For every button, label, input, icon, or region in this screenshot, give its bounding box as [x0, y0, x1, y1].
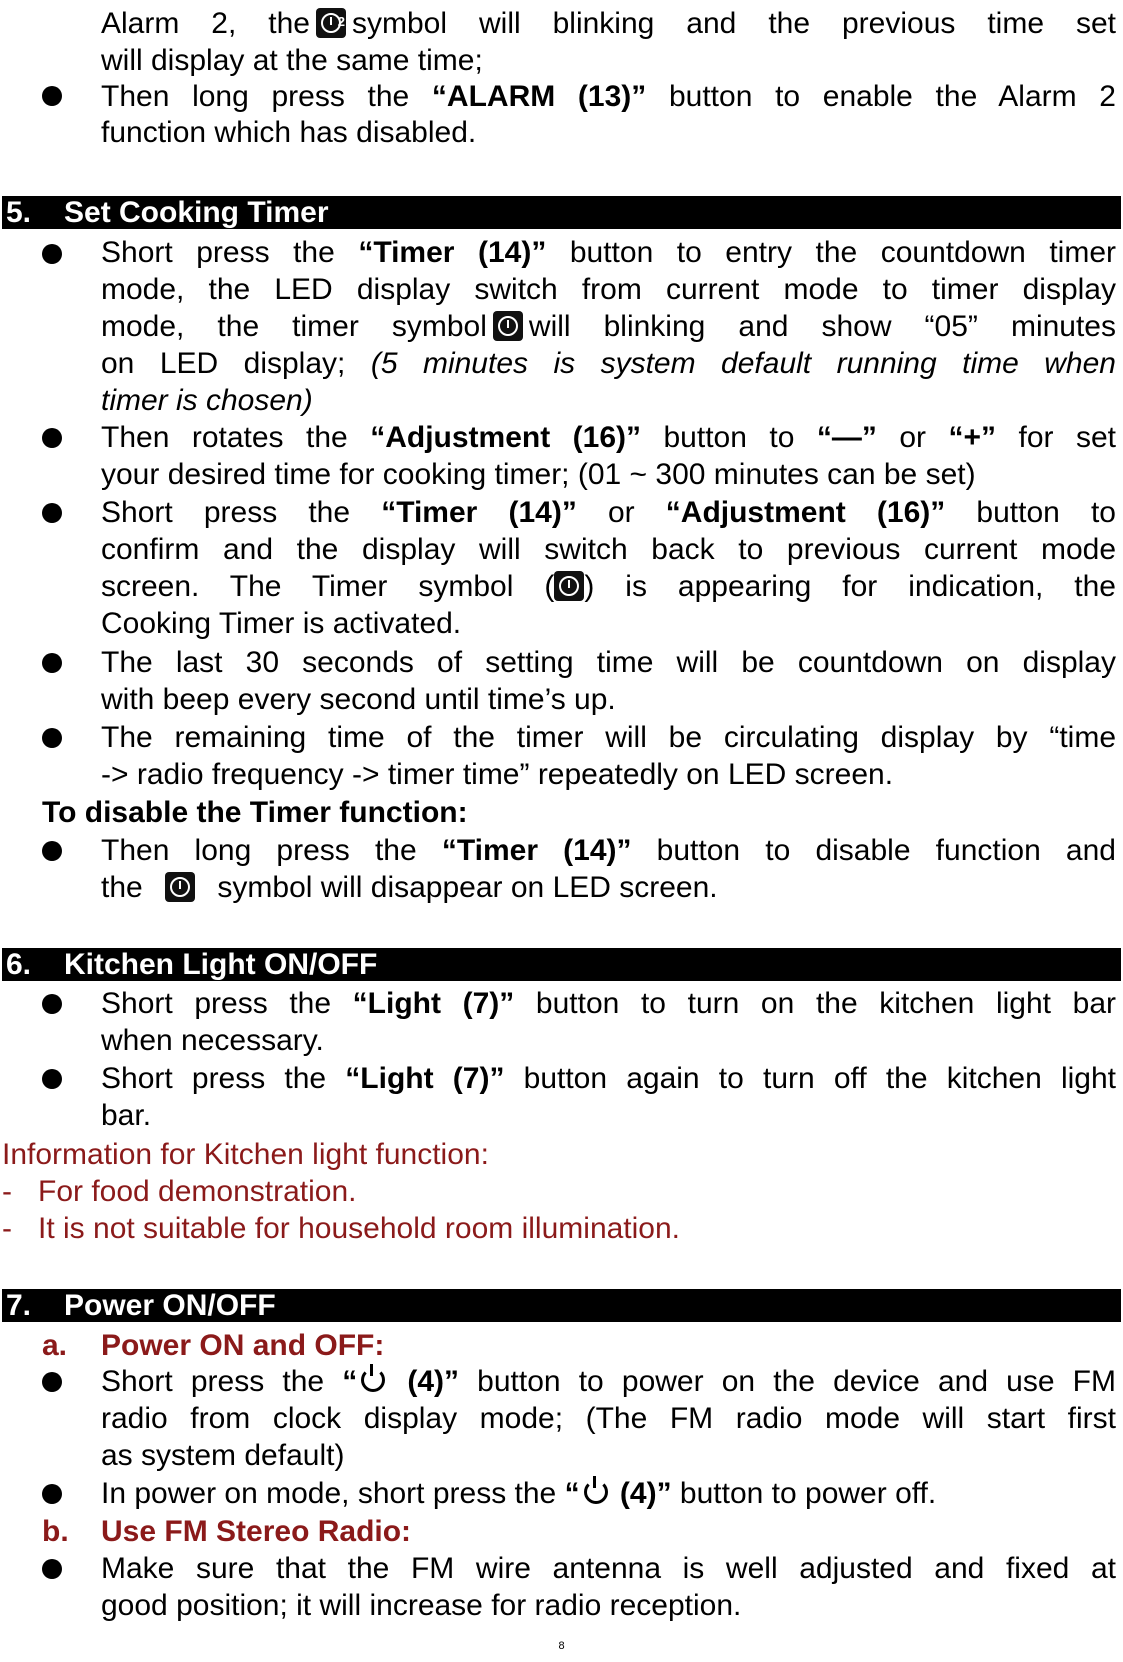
s7-b2-line-1: In power on mode, short press the “ (4)” button to power off. [101, 1477, 937, 1510]
kitchen-light-info-item: - For food demonstration. [2, 1175, 357, 1208]
section-5-heading: 5. Set Cooking Timer [2, 196, 1121, 229]
kitchen-light-info-item: - It is not suitable for household room illumination. [2, 1212, 681, 1245]
s7-b3-line-1: Make sure that the FM wire antenna is well adjusted and fixed at [101, 1552, 1116, 1585]
s7-b1-line-2: radio from clock display mode; (The FM radio mode will start first [101, 1402, 1116, 1435]
s5-b3-line-4: Cooking Timer is activated. [101, 607, 462, 640]
bullet-icon [42, 503, 62, 523]
page-number: 8 [558, 1640, 565, 1652]
bullet-icon [42, 86, 62, 106]
s6-b2-line-1: Short press the “Light (7)” button again to turn off the kitchen light [101, 1062, 1116, 1095]
s6-b1-line-1: Short press the “Light (7)” button to turn on the kitchen light bar [101, 987, 1116, 1020]
s5-b3-line-2: confirm and the display will switch back to previous current mode [101, 533, 1116, 566]
timer-clock-icon [165, 872, 195, 902]
s6-b1-line-2: when necessary. [101, 1024, 324, 1057]
s5-b1-line-1: Short press the “Timer (14)” button to entry the countdown timer [101, 236, 1116, 269]
bullet-icon [42, 841, 62, 861]
kitchen-light-info-title: Information for Kitchen light function: [2, 1138, 489, 1171]
bullet-icon [42, 1069, 62, 1089]
alarm-line-1: Alarm 2, the 2 symbol will blinking and the previous time set [101, 7, 1117, 40]
s5-b1-line-3: mode, the timer symbol will blinking and show “05” minutes [101, 310, 1116, 343]
s5-b4-line-1: The last 30 seconds of setting time will be countdown on display [101, 646, 1116, 679]
subsection-a-heading: a. Power ON and OFF: [42, 1329, 385, 1362]
s7-b3-line-2: good position; it will increase for radio reception. [101, 1589, 742, 1622]
alarm-2-clock-icon: 2 [316, 8, 346, 38]
alarm-bullet-line-1: Then long press the “ALARM (13)” button to enable the Alarm 2 [101, 80, 1116, 113]
bullet-icon [42, 1372, 62, 1392]
bullet-icon [42, 428, 62, 448]
bullet-icon [42, 1559, 62, 1579]
bullet-icon [42, 244, 62, 264]
s5-b2-line-2: your desired time for cooking timer; (01 ~ 300 minutes can be set) [101, 458, 976, 491]
s5-b5-line-1: The remaining time of the timer will be circulating display by “time [101, 721, 1116, 754]
s7-b1-line-3: as system default) [101, 1439, 345, 1472]
power-icon [584, 1480, 608, 1504]
bullet-icon [42, 728, 62, 748]
alarm-bullet-line-2: function which has disabled. [101, 116, 477, 149]
bullet-icon [42, 653, 62, 673]
alarm-line-2: will display at the same time; [101, 44, 483, 77]
section-6-heading: 6. Kitchen Light ON/OFF [2, 948, 1121, 981]
s5-b1-line-5: timer is chosen) [101, 384, 313, 417]
s5-b6-line-2: the symbol will disappear on LED screen. [101, 871, 718, 904]
timer-clock-icon [554, 571, 584, 601]
subsection-b-heading: b. Use FM Stereo Radio: [42, 1515, 412, 1548]
s7-b1-line-1: Short press the “ (4)” button to power on the device and use FM [101, 1365, 1116, 1398]
power-icon [361, 1368, 385, 1392]
bullet-icon [42, 994, 62, 1014]
bullet-icon [42, 1484, 62, 1504]
s6-b2-line-2: bar. [101, 1099, 152, 1132]
s5-b6-line-1: Then long press the “Timer (14)” button to disable function and [101, 834, 1116, 867]
s5-b1-line-2: mode, the LED display switch from current mode to timer display [101, 273, 1116, 306]
s5-b3-line-1: Short press the “Timer (14)” or “Adjustment (16)” button to [101, 496, 1116, 529]
s5-b3-line-3: screen. The Timer symbol ( ) is appearing for indication, the [101, 570, 1116, 603]
s5-b1-line-4: on LED display; (5 minutes is system default running time when [101, 347, 1116, 380]
s5-b2-line-1: Then rotates the “Adjustment (16)” button to “—” or “+” for set [101, 421, 1116, 454]
disable-timer-heading: To disable the Timer function: [42, 796, 468, 829]
section-7-heading: 7. Power ON/OFF [2, 1289, 1121, 1322]
s5-b5-line-2: -> radio frequency -> timer time” repeatedly on LED screen. [101, 758, 894, 791]
timer-clock-icon [493, 311, 523, 341]
s5-b4-line-2: with beep every second until time’s up. [101, 683, 616, 716]
